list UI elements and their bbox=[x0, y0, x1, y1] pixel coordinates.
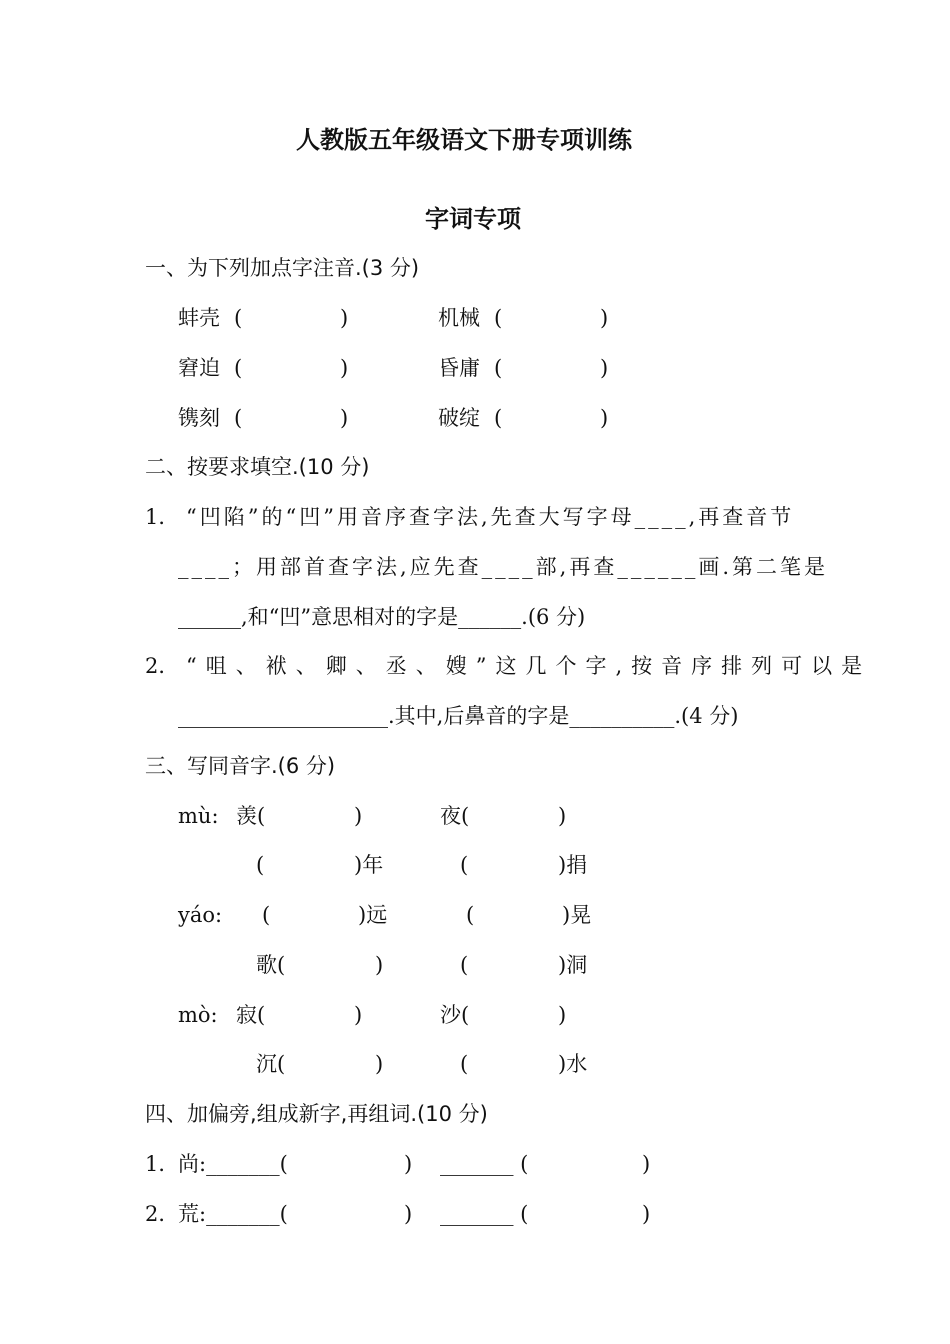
homophone-open: 夜( bbox=[440, 804, 470, 828]
homophone-close: ) bbox=[354, 804, 363, 828]
answer-blank: _______ ( bbox=[440, 1152, 529, 1176]
homophone-open: ( bbox=[466, 903, 475, 927]
question-1-line-1: “凹陷”的“凹”用音序查字法,先查大写字母____,再查音节 bbox=[186, 505, 795, 529]
paren-close: ) bbox=[404, 1202, 413, 1226]
question-2-line-2: ____________________.其中,后鼻音的字是__________.(4 分) bbox=[178, 704, 739, 728]
section-4-heading: 四、加偏旁,组成新字,再组词.(10 分) bbox=[145, 1102, 488, 1126]
radical-label: 尚:_______( bbox=[178, 1152, 288, 1176]
homophone-open: ( bbox=[460, 953, 469, 977]
paren-close: ) bbox=[340, 356, 349, 380]
paren-open: ( bbox=[234, 406, 243, 430]
word-item: 机械 bbox=[438, 306, 480, 330]
homophone-close: )晃 bbox=[562, 903, 592, 927]
paren-open: ( bbox=[234, 356, 243, 380]
paren-open: ( bbox=[234, 306, 243, 330]
pinyin-label: mò: bbox=[178, 1003, 218, 1027]
pinyin-label: mù: bbox=[178, 804, 219, 828]
question-1-line-3: ______,和“凹”意思相对的字是______.(6 分) bbox=[178, 605, 586, 629]
homophone-open: 沙( bbox=[440, 1003, 470, 1027]
homophone-close: )年 bbox=[354, 853, 384, 877]
question-number: 2． bbox=[145, 654, 180, 678]
word-item: 昏庸 bbox=[438, 356, 480, 380]
homophone-open: ( bbox=[460, 853, 469, 877]
question-number: 2． bbox=[145, 1202, 180, 1226]
question-2-line-1: “咀、袱、卿、丞、嫂”这几个字,按音序排列可以是 bbox=[186, 654, 872, 678]
section-1-heading: 一、为下列加点字注音.(3 分) bbox=[145, 256, 420, 280]
question-1-line-2: ____；用部首查字法,应先查____部,再查______画.第二笔是 bbox=[178, 555, 829, 579]
paren-close: ) bbox=[642, 1202, 651, 1226]
word-item: 镌刻 bbox=[178, 406, 220, 430]
homophone-close: ) bbox=[558, 804, 567, 828]
paren-close: ) bbox=[600, 306, 609, 330]
homophone-open: ( bbox=[460, 1052, 469, 1076]
paren-open: ( bbox=[494, 306, 503, 330]
question-number: 1． bbox=[145, 1152, 180, 1176]
page-title: 人教版五年级语文下册专项训练 bbox=[296, 126, 632, 154]
homophone-open: 羡( bbox=[236, 804, 266, 828]
homophone-close: ) bbox=[375, 953, 384, 977]
answer-blank: _______ ( bbox=[440, 1202, 529, 1226]
paren-open: ( bbox=[494, 356, 503, 380]
question-number: 1． bbox=[145, 505, 180, 529]
page-subtitle: 字词专项 bbox=[425, 205, 521, 233]
homophone-open: ( bbox=[256, 853, 265, 877]
word-item: 蚌壳 bbox=[178, 306, 220, 330]
paren-close: ) bbox=[600, 356, 609, 380]
paren-open: ( bbox=[494, 406, 503, 430]
homophone-close: )洞 bbox=[558, 953, 588, 977]
homophone-close: ) bbox=[375, 1052, 384, 1076]
homophone-open: 寂( bbox=[236, 1003, 266, 1027]
homophone-close: )水 bbox=[558, 1052, 588, 1076]
homophone-open: 歌( bbox=[256, 953, 286, 977]
pinyin-label: yáo: bbox=[178, 903, 223, 927]
paren-close: ) bbox=[340, 406, 349, 430]
homophone-close: ) bbox=[354, 1003, 363, 1027]
homophone-close: ) bbox=[558, 1003, 567, 1027]
homophone-open: 沉( bbox=[256, 1052, 286, 1076]
homophone-open: ( bbox=[262, 903, 271, 927]
word-item: 破绽 bbox=[438, 406, 480, 430]
section-3-heading: 三、写同音字.(6 分) bbox=[145, 754, 336, 778]
section-2-heading: 二、按要求填空.(10 分) bbox=[145, 455, 370, 479]
radical-label: 荒:_______( bbox=[178, 1202, 288, 1226]
homophone-close: )远 bbox=[358, 903, 388, 927]
word-item: 窘迫 bbox=[178, 356, 220, 380]
paren-close: ) bbox=[404, 1152, 413, 1176]
paren-close: ) bbox=[340, 306, 349, 330]
homophone-close: )捐 bbox=[558, 853, 588, 877]
paren-close: ) bbox=[600, 406, 609, 430]
paren-close: ) bbox=[642, 1152, 651, 1176]
